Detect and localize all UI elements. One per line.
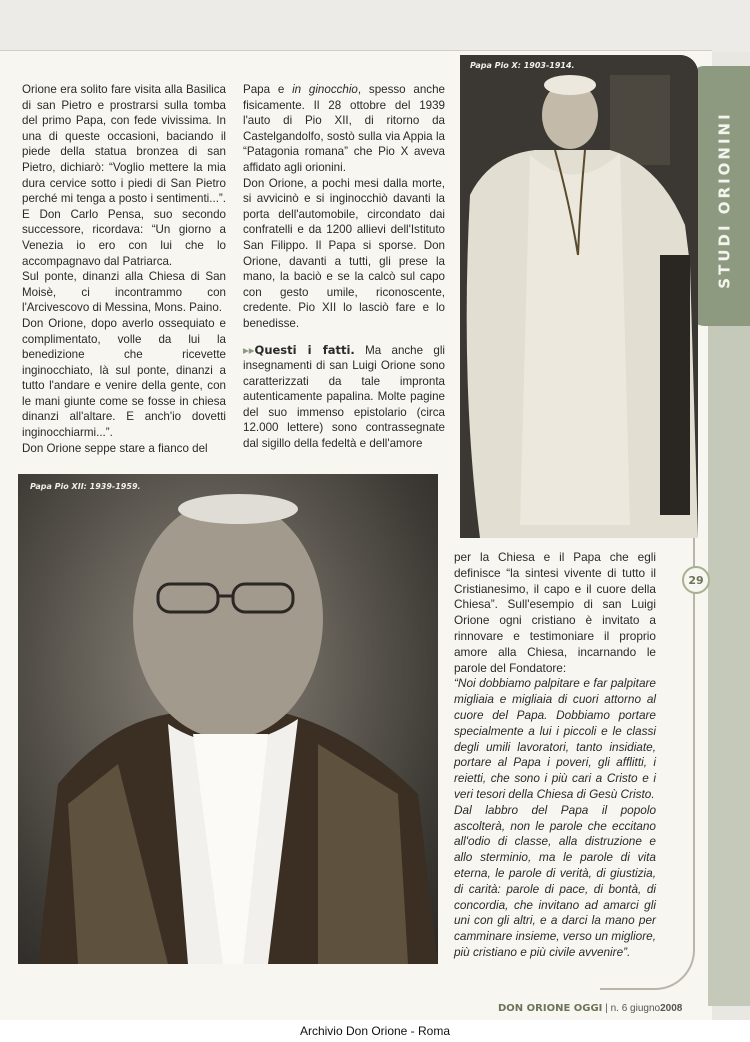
paragraph: per la Chiesa e il Papa che egli definisce “la sintesi vivente di tutto il Cristianesimo, il capo e il cuore della Chiesa”. Sull'esempio di san Luigi Orione ogni cristiano è invitato a rinnovare e testimoniare il proprio amore alla Chiesa, incarnando le parole del Fondatore: [454, 550, 656, 675]
caption-pio-xii: Papa Pio XII: 1939-1959. [30, 482, 141, 491]
page-footer [498, 1003, 682, 1014]
paragraph: Sul ponte, dinanzi alla Chiesa di San Moisè, ci incontrammo con l'Arcivescovo di Messina, Mons. Paino. [22, 270, 226, 315]
section-label [700, 90, 750, 310]
photo-pio-x [460, 55, 698, 538]
magazine-title: DON ORIONE OGGI [498, 1003, 603, 1014]
paragraph [243, 82, 445, 176]
issue-info [611, 1003, 683, 1014]
text-column-3 [454, 550, 656, 961]
text-run: Papa e [243, 83, 293, 96]
section-label-text: STUDI ORIONINI [716, 111, 734, 289]
double-arrow-icon: ▸▸ [243, 342, 255, 357]
caption-pio-x: Papa Pio X: 1903-1914. [470, 61, 575, 70]
footer-divider: | [605, 1003, 611, 1014]
right-margin-band [708, 326, 750, 1006]
issue-year: 2008 [660, 1003, 683, 1014]
paragraph: Don Orione, dopo averlo ossequiato e complimentato, volle da lui la benedizione che ricevette inginocchiato, là sul ponte, dinanzi a tutto l'andare e venire della gente, con le mani giunte come se fosse in chiesa dinanzi all'altare. E anch'io dovetti inginocchiarmi...”. [22, 316, 226, 440]
text-column-2 [243, 82, 445, 452]
paragraph: Don Orione, a pochi mesi dalla morte, si avvicinò e si inginocchiò davanti la porta dell'automobile, circondato dai confratelli e da 1200 allievi dell'Istituto San Filippo. Il Papa si sporse. Don Orione, davanti a tutti, gli prese la mano, la baciò e se la calcò sul capo con gesto umile, riconoscente, credente. Pio XII lo lasciò fare e lo benedisse. [243, 176, 445, 330]
pio-xii-figure [18, 474, 438, 964]
photo-pio-xii [18, 474, 438, 964]
archive-label: Archivio Don Orione - Roma [0, 1020, 750, 1042]
subheading [243, 343, 355, 357]
italic-run: in ginocchio [292, 83, 358, 96]
paragraph [243, 343, 445, 452]
text-run: Ma anche gli insegnamenti di san Luigi Orione sono caratterizzati da tale impronta autenticamente papalina. Molte pagine del suo immenso epistolario (circa 12.000 lettere) sono contrassegnate dal sigillo della fedeltà e dell'amore [243, 343, 445, 451]
subheading-text: Questi i fatti. [254, 342, 355, 357]
quote-paragraph: Dal labbro del Papa il popolo ascolterà, non le parole che eccitano all'odio di classe, alla distruzione e allo sterminio, ma le parole di vita eterna, le parole di verità, di giustizia, di carità: parole di pace, di bontà, di concordia, che invitano ad amarci gli uni con gli altri, e a darci la mano per camminare insieme, verso un migliore, più cristiano e più civile avvenire”. [454, 802, 656, 959]
issue-prefix: n. 6 giugno [610, 1003, 661, 1014]
text-run: , spesso anche fisicamente. Il 28 ottobre del 1939 l'auto di Pio XII, di ritorno da Castelgandolfo, sostò sulla via Appia la “Patagonia romana” che Pio X aveva affidato agli orionini. [243, 83, 445, 174]
pio-x-figure [460, 55, 698, 538]
scan-margin-top [0, 0, 750, 52]
paragraph: Orione era solito fare visita alla Basilica di san Pietro e prostrarsi sulla tomba del primo Papa, con fede vivissima. In una di queste occasioni, baciando il piede della statua bronzea di san Pietro, dichiarò: “Voglio mettere la mia dura cervice sotto i piedi di San Pietro perché mi tenga a posto i sentimenti...”. E Don Carlo Pensa, suo secondo successore, ricordava: “Un giorno a Venezia io ero con lui che lo accompagnavo dal Patriarca. [22, 83, 226, 268]
quote-paragraph: “Noi dobbiamo palpitare e far palpitare migliaia e migliaia di cuori attorno al cuore del Papa. Dobbiamo portare specialmente a lui i piccoli e le classi degli umili lavoratori, tanto insidiate, portare al Papa i poveri, gli afflitti, i reietti, che sono i più cari a Cristo e i veri tesori della Chiesa di Gesù Cristo. [454, 676, 656, 801]
paragraph: Don Orione seppe stare a fianco del [22, 441, 208, 455]
text-column-1 [22, 82, 226, 456]
page-number: 29 [682, 566, 710, 594]
